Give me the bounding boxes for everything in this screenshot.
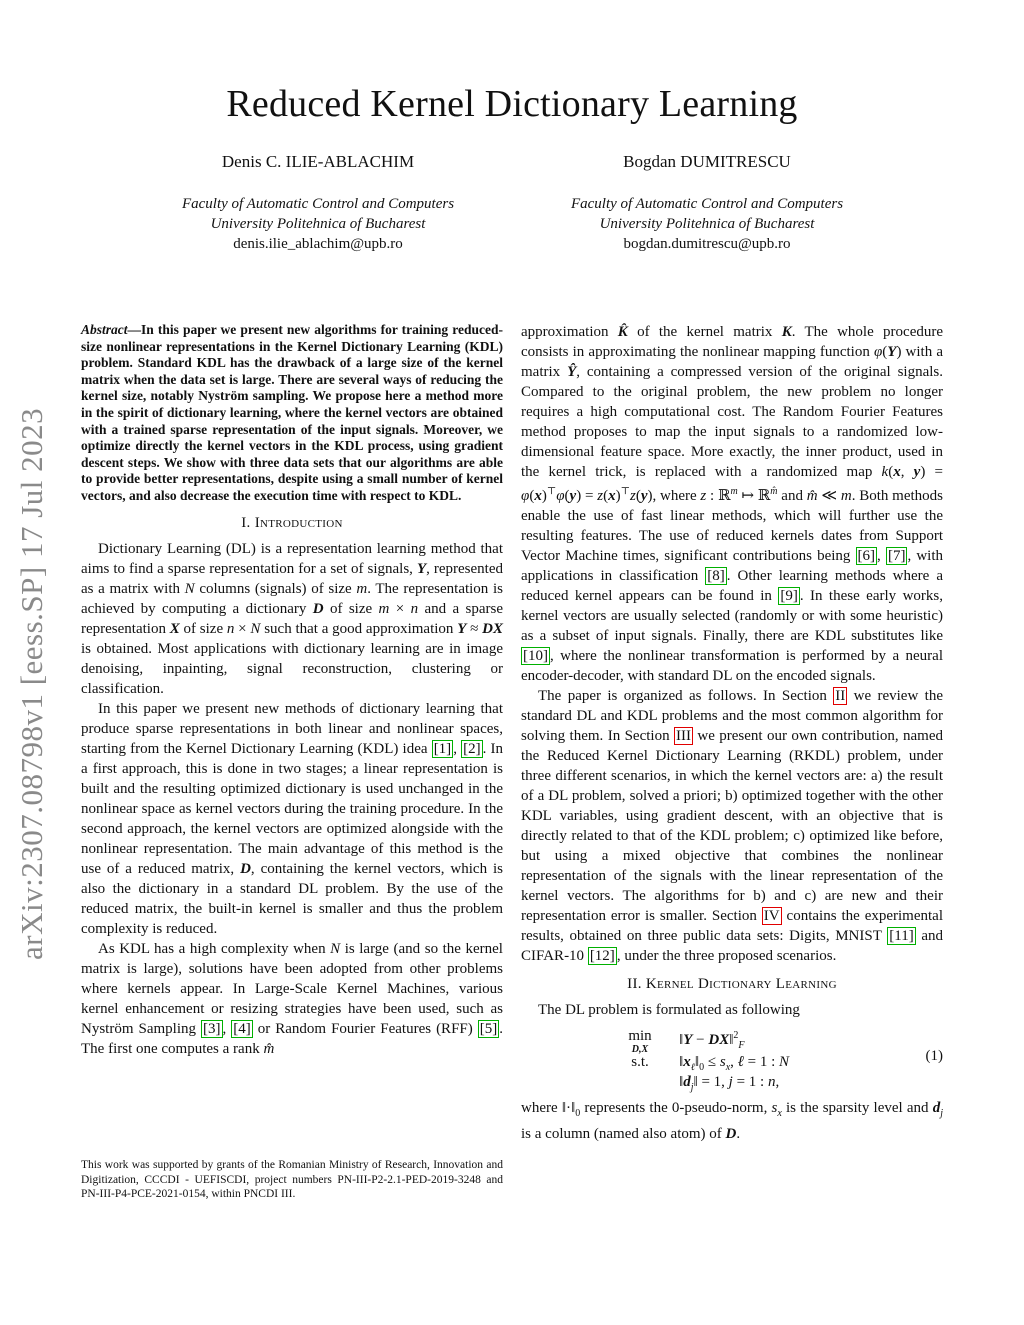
- equation-constraint-1: $‖x_\ell‖_0 \le s_x$, ℓ = 1 : N: [679, 1054, 790, 1073]
- citation-link[interactable]: [9]: [780, 588, 798, 604]
- citation-link[interactable]: [8]: [707, 568, 725, 584]
- section-heading-introduction: I. Introduction: [241, 514, 343, 531]
- abstract-text: —In this paper we present new algorithms for training reduced-size nonlinear representations in the Kernel Dictionary Learning (KDL) problem. Standard KDL has the drawback of a large size of the kernel matrix when the data set is large. There are several ways of reducing the kernel size, notably Nyström sampling. We propose here a method more in the spirit of dictionary learning, where the kernel vectors are obtained with a trained sparse representation of the input signals. Moreover, we optimize directly the kernel vectors in the KDL process, using gradient descent steps. We show with three data sets that our algorithms are able to provide better representations, despite using a small number of kernel vectors, and also decrease the execution time with respect to KDL.: [81, 322, 503, 503]
- paragraph: The paper is organized as follows. In Section II we review the standard DL and KDL problems and the most common algorithm for solving them. In Section III we present our own contribution, named the Reduced Kernel Dictionary Learning (RKDL) problem, under three different scenarios, in which the kernel vectors are: a) the result of a DL problem, solved a priori; b) optimized together with the other KDL variables, using gradient descent, with an objective that is directly related to that of the KDL problem; c) optimized like before, but using a mixed objective that combines the nonlinear representation of the signals with the linear representation of the kernel vectors. The algorithms for b) and c) are new and their representation error is smaller. Section IV contains the experimental results, obtained on three public data sets: Digits, MNIST [11] and CIFAR-10 [12] , under the three proposed scenarios.: [521, 688, 943, 964]
- abstract-label: Abstract: [81, 322, 128, 337]
- paper-title: Reduced Kernel Dictionary Learning: [226, 83, 798, 125]
- section-heading-kdl: II. Kernel Dictionary Learning: [627, 976, 837, 992]
- paragraph: The DL problem is formulated as following: [538, 1002, 800, 1018]
- citation-link[interactable]: [2]: [463, 740, 481, 757]
- author-name: Denis C. ILIE-ABLACHIM: [221, 152, 415, 171]
- citation-link[interactable]: [5]: [479, 1020, 498, 1037]
- citation-link[interactable]: [12]: [589, 948, 615, 964]
- author-email: denis.ilie_ablachim@upb.ro: [233, 236, 403, 252]
- citation-link[interactable]: [11]: [889, 928, 914, 944]
- author-university: University Politehnica of Bucharest: [599, 216, 815, 232]
- author-email: bogdan.dumitrescu@upb.ro: [623, 236, 791, 252]
- footnote: This work was supported by grants of the Romanian Ministry of Research, Innovation and Digitization, CCCDI - UEFISCDI, project numbers PN-III-P2-2.1-PED-2019-3248 and PN-III-P4-PCE-2021-0154, within PNCDI III.: [81, 1159, 503, 1200]
- equation-number: (1): [925, 1048, 943, 1064]
- author-affiliation: Faculty of Automatic Control and Computers: [570, 196, 844, 212]
- arxiv-stamp: arXiv:2307.08798v1 [eess.SP] 17 Jul 2023: [14, 407, 49, 960]
- paragraph: where $‖\cdot‖_0$ represents the 0-pseudo-norm, $s_x$ is the sparsity level and $d_j$ is a column (named also atom) of D.: [521, 1100, 943, 1142]
- author-affiliation: Faculty of Automatic Control and Computers: [181, 196, 455, 212]
- section-link[interactable]: II: [835, 688, 846, 704]
- paragraph: Dictionary Learning (DL) is a representation learning method that aims to find a sparse representation for a set of signals, Y, represented as a matrix with N columns (signals) of size m. The representation is achieved by computing a dictionary D of size m × n and a sparse representation X of size n × N such that a good approximation Y ≈ DX is obtained. Most applications with dictionary learning are in image denoising, inpainting, signal reconstruction, clustering or classification.: [81, 540, 503, 697]
- paragraph: In this paper we present new methods of dictionary learning that produce sparse representations in both linear and nonlinear spaces, starting from the Kernel Dictionary Learning (KDL) idea [1] , [2] . In a first approach, this is done in two stages; a linear representation is built and the resulting optimized dictionary is used unchanged in the nonlinear space as kernel vectors during the training procedure. In the second approach, the kernel vectors are optimized alongside with the nonlinear representation. The main advantage of this method is the use of a reduced matrix, D, containing the kernel vectors, which is also the dictionary in a standard DL problem. By the use of the reduced matrix, the built-in kernel is smaller and thus the problem complexity is reduced.: [81, 700, 504, 937]
- citation-link[interactable]: [10]: [523, 648, 548, 664]
- citation-link[interactable]: [4]: [233, 1020, 251, 1037]
- equation-st-label: s.t.: [631, 1054, 649, 1070]
- equation-min-label: min D,X: [628, 1028, 652, 1055]
- section-link[interactable]: III: [675, 728, 691, 744]
- equation-1: [521, 1026, 943, 1092]
- author-university: University Politehnica of Bucharest: [210, 216, 426, 232]
- citation-link[interactable]: [6]: [857, 548, 876, 564]
- citation-link[interactable]: [1]: [433, 740, 452, 757]
- author-block-1: [108, 152, 528, 254]
- paragraph: approximation K̂ of the kernel matrix K. The whole procedure consists in approximating the nonlinear mapping function φ(Y) with a matrix Ŷ, containing a compressed version of the original signals. Compared to the original problem, the new problem no longer requires a high computational cost. The Random Fourier Features method proposes to map the input signals to a randomized low-dimensional feature space. More exactly, the inner product, used in the kernel trick, is replaced with a randomized map k(x, y) = φ(x)⊤φ(y) = z(x)⊤z(y), where z : ℝ$^m$ ↦ ℝ$^{m̂}$ and m̂ ≪ m. Both methods enable the use of fast linear methods, which will further use the resulting features. The use of reduced kernels dates from Support Vector Machine times, significant contributions being [6] , [7] , with applications in classification [8] . Other learning methods where a reduced kernel appears can be found in [9] . In these early works, kernel vectors are usually selected (randomly or with some heuristic) as a subset of input signals. Finally, there are KDL substitutes like [10] , where the nonlinear transformation is performed by a neural encoder-decoder, with standard DL on the encoded signals.: [521, 324, 944, 684]
- abstract: [81, 322, 503, 505]
- citation-link[interactable]: [3]: [203, 1020, 221, 1037]
- right-column: [521, 322, 943, 1144]
- paragraph: As KDL has a high complexity when N is large (and so the kernel matrix is large), solutions have been adopted from other problems where kernels appear. In Large-Scale Kernel Machines, various kernel enhancement or resizing strategies have been used, such as Nyström Sampling [3] , [4] or Random Fourier Features (RFF) [5] . The first one computes a rank m̂: [81, 940, 503, 1057]
- section-link[interactable]: IV: [763, 908, 780, 924]
- left-column: [81, 322, 503, 1059]
- author-block-2: [497, 152, 917, 254]
- citation-link[interactable]: [7]: [887, 548, 906, 564]
- equation-objective: ‖Y − DX‖$^2_F$: [679, 1030, 745, 1051]
- equation-constraint-2: $‖d_j‖ = 1$, j = 1 : n,: [679, 1074, 780, 1093]
- author-name: Bogdan DUMITRESCU: [623, 152, 791, 171]
